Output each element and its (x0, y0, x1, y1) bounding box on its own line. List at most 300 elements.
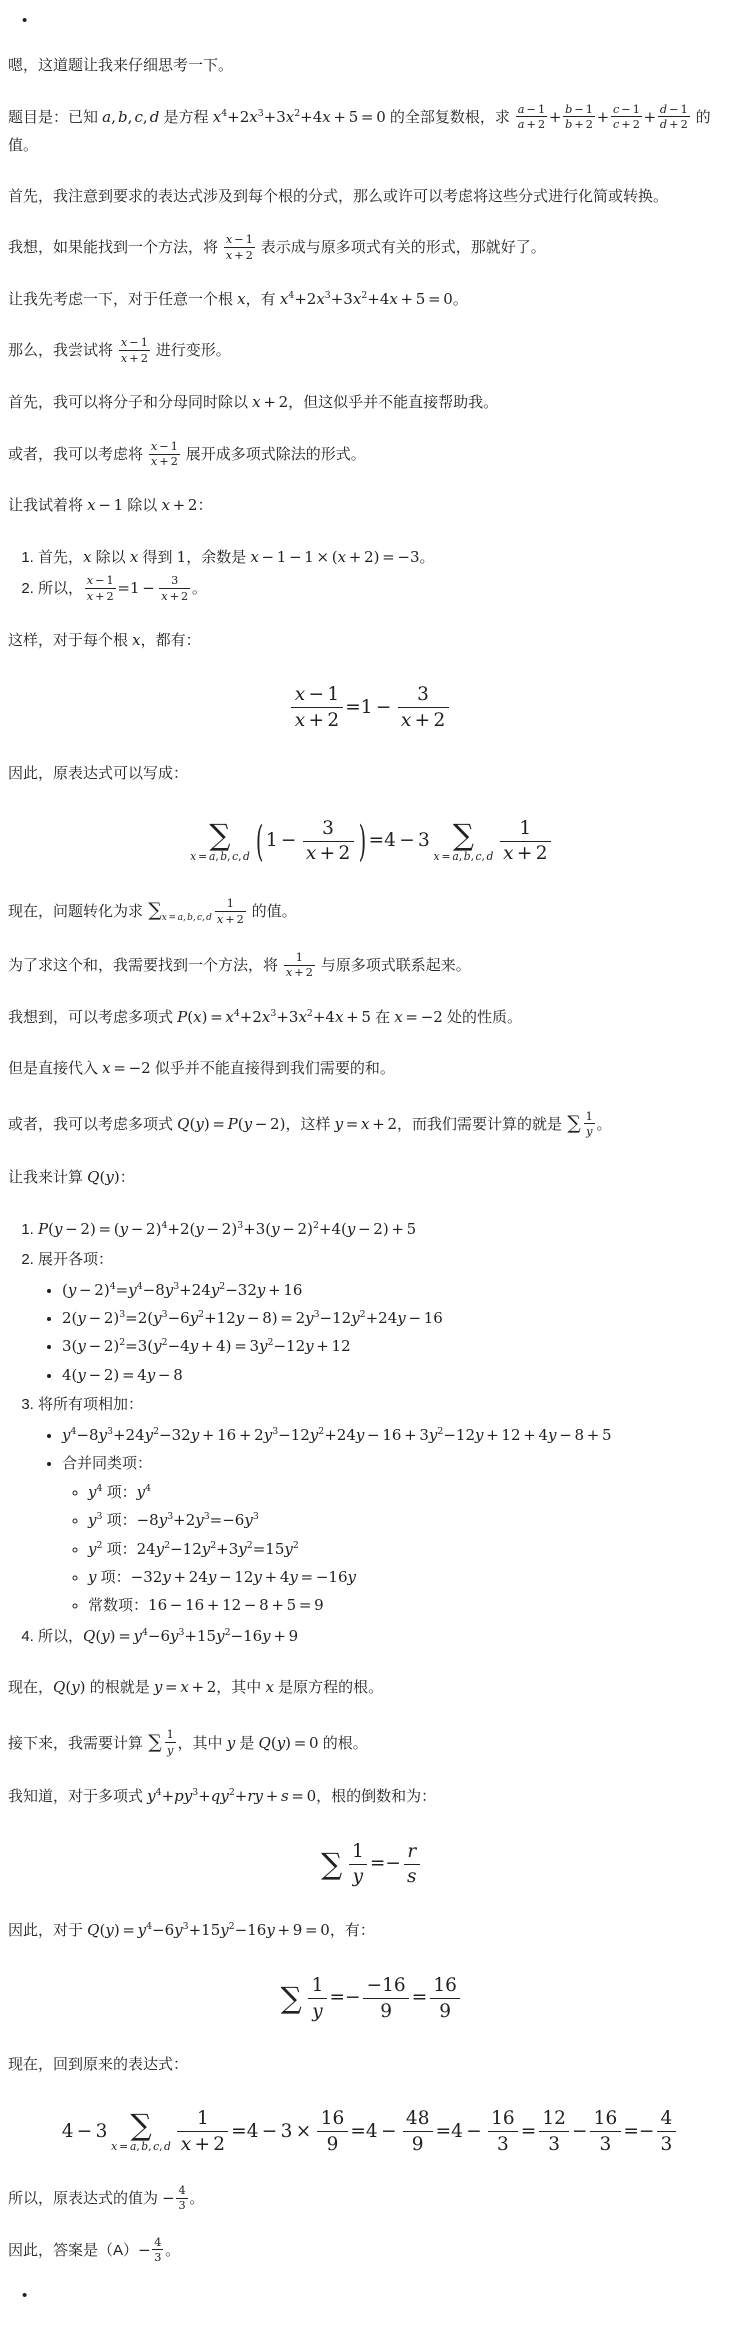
math-expression (250, 548, 419, 566)
math-run: 4 (233, 1007, 240, 1019)
math-expression (147, 897, 247, 926)
text-run: 或者，我可以考虑多项式 (8, 1115, 178, 1133)
text-run: ： (197, 497, 213, 515)
text-run: 接下来，我需要计算 (8, 1734, 148, 1752)
text-run: 。 (165, 2241, 181, 2259)
math-run: + (548, 107, 562, 126)
superscript (253, 1511, 259, 1522)
text-run: 是原方程的根。 (273, 1679, 384, 1697)
fraction (430, 1974, 460, 2023)
list-item (62, 1422, 732, 1449)
math-run: 3 (167, 1511, 174, 1523)
math-run: (y − 2) (62, 1280, 110, 1299)
math-expression (147, 439, 181, 468)
math-run: x + 2 (503, 843, 548, 865)
text-run: 首先，我注意到要求的表达式涉及到每个根的分式，那么或许可以考虑将这些分式进行化简或转换。 (8, 187, 669, 205)
math-run: 12 (542, 2108, 566, 2130)
math-expression (394, 1008, 443, 1026)
math-run: Q(y) = 0 (258, 1733, 319, 1752)
math-run: x (212, 107, 222, 126)
math-run: x + 2 (86, 589, 114, 603)
math-run: P(x) = x (177, 1007, 234, 1026)
math-run: 16 (320, 2108, 345, 2130)
math-expression (88, 1540, 102, 1558)
math-run: 4 (145, 1483, 151, 1495)
text-run: ，这样 (285, 1115, 335, 1133)
math-run: x (129, 547, 139, 566)
math-run: 3 (237, 1219, 244, 1231)
math-run: = (520, 2120, 537, 2142)
math-run: 3 (322, 817, 334, 839)
math-run: x = a, b, c, d (190, 849, 250, 863)
text-run: 所以， (38, 1627, 84, 1645)
fraction (363, 1974, 409, 2023)
text-run: 这样，对于每个根 (8, 631, 133, 649)
math-expression (177, 1115, 285, 1133)
fraction (349, 1840, 367, 1889)
text-run: 我想到，可以考虑多项式 (8, 1008, 178, 1026)
fraction (539, 2107, 569, 2156)
math-run: =4 − (350, 2120, 397, 2142)
math-run: −12y (170, 1539, 211, 1558)
paragraph (8, 440, 732, 470)
math-run: 3 (257, 107, 264, 119)
math-expression (137, 1540, 299, 1558)
math-run: 2 (267, 1337, 274, 1349)
math-run: 24y (136, 1539, 165, 1558)
math-run: y (312, 2000, 323, 2022)
bullet-list (38, 1422, 732, 1620)
math-run: 1 (352, 1840, 364, 1862)
math-run: 3 (203, 1511, 210, 1523)
math-run: =− (329, 1987, 361, 2009)
text-run: 展开各项： (38, 1251, 114, 1269)
math-run: =y (115, 1280, 137, 1299)
math-expression (148, 1596, 324, 1614)
math-run: +15y (184, 1626, 225, 1645)
math-run: +24y (179, 1280, 220, 1299)
math-expression (137, 1511, 259, 1529)
math-run: +4x + 5 (312, 1007, 371, 1026)
big-paren: ) (358, 816, 367, 866)
math-expression (289, 684, 452, 732)
math-run: 2 (198, 1309, 205, 1321)
text-run: ，有： (329, 1922, 375, 1940)
math-run: x + 2 (305, 843, 351, 865)
math-run: −12y (319, 1309, 360, 1328)
math-expression (61, 2108, 679, 2155)
math-run: x − 1 (294, 684, 340, 706)
text-run: 嗯，这道题让我来仔细思考一下。 (8, 57, 234, 74)
list-item (38, 1215, 732, 1245)
paragraph (8, 491, 732, 521)
math-run: d − 1 (659, 102, 688, 116)
math-run: +py (161, 1787, 193, 1806)
math-expression (102, 108, 159, 126)
math-run: x = a, b, c, d (433, 849, 494, 863)
math-run: 2 (153, 1425, 160, 1437)
math-run: − (572, 2120, 588, 2142)
math-run: y (352, 1866, 364, 1888)
math-run: 2 (361, 289, 368, 301)
math-run: 3 (182, 1921, 189, 1933)
math-expression (83, 1627, 298, 1645)
math-run: s (407, 1866, 417, 1888)
list-item (62, 1277, 732, 1304)
paragraph (8, 2184, 732, 2214)
text-run: 展开成多项式除法的形式。 (181, 445, 366, 463)
text-run: 项： (96, 1568, 131, 1586)
math-run: 4 (660, 2108, 673, 2130)
paragraph (8, 1673, 732, 1703)
list-item (88, 1479, 732, 1506)
math-run: +3x (276, 1007, 307, 1026)
math-run: P(y − 2) = (y − 2) (38, 1219, 162, 1238)
math-run: a, b, c, d (102, 107, 160, 126)
paragraph (8, 233, 732, 263)
math-run: −32y + 16 + 2y (159, 1425, 273, 1444)
math-expression (186, 816, 553, 866)
display-equation (8, 683, 732, 732)
math-run: 2 (246, 1539, 253, 1551)
math-run: 3 (161, 1309, 168, 1321)
math-expression (177, 1008, 371, 1026)
math-run: 1 − (265, 830, 297, 852)
math-run: =1 − (345, 696, 392, 718)
math-expression (237, 290, 245, 308)
math-run: +3x (330, 289, 362, 308)
math-expression (227, 1734, 235, 1752)
paragraph (8, 1916, 732, 1946)
math-run: +4x + 5 = 0 (300, 107, 386, 126)
math-run: x + 2 (161, 589, 189, 603)
math-run: =− (623, 2120, 655, 2142)
math-run: 2 (359, 1309, 366, 1321)
math-run: x (237, 289, 246, 308)
ordered-list (8, 543, 732, 604)
math-expression (62, 1281, 302, 1299)
math-run: 1 (585, 1109, 593, 1123)
math-run: −8y (142, 1280, 174, 1299)
display-equation (8, 1840, 732, 1889)
math-run: a − 1 (517, 102, 546, 116)
list-item (38, 1391, 732, 1620)
math-run: + (596, 107, 610, 126)
math-run: 3 (417, 684, 429, 706)
math-run: +ry + s = 0 (234, 1787, 317, 1806)
math-run: c − 1 (612, 102, 640, 116)
fraction (284, 951, 315, 980)
math-run: =−6y (209, 1511, 253, 1530)
list-item (38, 1246, 732, 1389)
math-expression (162, 2183, 189, 2213)
math-expression (87, 1168, 120, 1186)
list-item (88, 1507, 732, 1534)
math-expression (259, 1734, 319, 1752)
math-run: −4y + 4) = 3y (167, 1337, 268, 1356)
list-item (62, 1305, 732, 1332)
math-expression (53, 1678, 86, 1696)
math-run: 2 (161, 1337, 168, 1349)
math-run: +24y − 16 (365, 1309, 443, 1328)
fraction (152, 2236, 163, 2265)
math-run: 4 (154, 2235, 162, 2249)
bullet-list (62, 1479, 732, 1619)
paragraph (8, 285, 732, 315)
fraction (657, 2107, 675, 2156)
text-run: 除以 (91, 548, 130, 566)
math-run: 2 (119, 1337, 126, 1349)
math-run: 4 (155, 1787, 162, 1799)
math-run: 2 (228, 1787, 235, 1799)
math-run: −6y (167, 1309, 199, 1328)
fraction (308, 1974, 326, 2023)
math-run: 9 (439, 2000, 452, 2022)
text-run: 让我来计算 (8, 1169, 88, 1187)
text-run: 为了求这个和，我需要找到一个方法，将 (8, 957, 283, 975)
paragraph (8, 1163, 732, 1193)
text-run: 。 (189, 2190, 205, 2208)
math-run: 1 (311, 1974, 324, 1996)
math-run: 3 (107, 1425, 113, 1437)
math-run: x + 2 (161, 496, 198, 515)
paragraph (8, 336, 732, 366)
math-run: +2x (294, 289, 325, 308)
math-run: −16 (366, 1974, 406, 1996)
math-expression (147, 1787, 316, 1805)
paragraph (8, 1003, 732, 1033)
math-run: 3 (178, 2199, 186, 2213)
fraction (165, 1728, 176, 1757)
math-run: 4 (136, 1280, 143, 1292)
math-run: x − 1 (225, 233, 253, 247)
text-run: ，有 (245, 290, 280, 308)
math-run: 4 (221, 107, 228, 119)
text-run: 我知道，对于多项式 (8, 1788, 148, 1806)
fraction (177, 2107, 228, 2156)
display-equation (8, 1974, 732, 2023)
math-run: +3(y − 2) (243, 1219, 313, 1238)
text-run: 将所有项相加： (38, 1396, 144, 1413)
math-run: 4(y − 2) = 4y − 8 (62, 1365, 183, 1384)
math-run: x + 2 (252, 393, 289, 412)
math-run: 2 (96, 1539, 103, 1551)
fraction (398, 683, 449, 732)
text-run: 的值。 (247, 903, 297, 921)
math-run: y (147, 1787, 156, 1806)
math-run: x (279, 289, 289, 308)
summation-icon: ∑ x = a, b, c, d (190, 817, 250, 863)
list-item (38, 543, 732, 573)
math-run: y = x + 2 (153, 1678, 217, 1697)
text-run: 让我先考虑一下，对于任意一个根 (8, 290, 238, 308)
math-run: 4 (146, 1921, 153, 1933)
text-run: 合并同类项： (62, 1454, 153, 1472)
math-run: 3 (192, 1787, 199, 1799)
list-item (62, 1450, 732, 1620)
math-run: x + 2 (225, 248, 253, 262)
math-run: 3 (154, 2250, 162, 2264)
math-run: y (167, 1743, 174, 1757)
math-run: +24y (112, 1425, 154, 1444)
math-run: 4 (178, 2183, 186, 2197)
math-run: 2 (224, 1626, 231, 1638)
fraction (317, 2107, 347, 2156)
math-run: x = −2 (102, 1059, 151, 1078)
math-run: −16y + 9 = 0 (234, 1921, 330, 1940)
math-expression (132, 631, 140, 649)
text-run: 因此，对于 (8, 1922, 88, 1940)
math-run: 3 (270, 1007, 277, 1019)
math-run: =1 − (117, 579, 155, 598)
text-run: 似乎并不能直接得到我们需要的和。 (150, 1060, 395, 1078)
math-run: 16 − 16 + 12 − 8 + 5 = 9 (148, 1596, 324, 1615)
text-run: ： (119, 1169, 135, 1187)
math-run: y (586, 1124, 593, 1138)
fraction (404, 1840, 420, 1889)
math-run: 1 (226, 897, 234, 911)
fraction (658, 103, 690, 132)
math-run: 3 (171, 574, 179, 588)
math-run: −6y (152, 1921, 183, 1940)
math-run: −12y (278, 1425, 319, 1444)
paragraph (8, 2051, 732, 2080)
math-run: x − 1 (150, 439, 178, 453)
list-item (88, 1592, 732, 1619)
math-run: 1 (166, 1728, 174, 1742)
math-expression (177, 548, 187, 566)
math-expression (277, 1974, 463, 2022)
math-run: 3 (660, 2133, 673, 2155)
math-run: 2 (312, 1219, 319, 1231)
math-run: +12y − 8) = 2y (204, 1309, 314, 1328)
text-run: 处的性质。 (442, 1008, 522, 1026)
math-run: a + 2 (517, 117, 546, 131)
math-expression (161, 496, 197, 514)
math-run: 9 (411, 2133, 424, 2155)
math-expression (213, 108, 386, 126)
paragraph (8, 893, 732, 929)
text-run: 让我试着将 (8, 497, 88, 515)
math-run: x + 2 (400, 710, 446, 732)
math-run: 4 (96, 1483, 103, 1495)
fraction (403, 2107, 433, 2156)
paragraph (8, 388, 732, 418)
math-run: −16y + 9 (230, 1626, 299, 1645)
math-expression (88, 1483, 102, 1501)
math-expression (62, 1337, 351, 1355)
math-run: −6y (147, 1626, 179, 1645)
bullet-marker: • (22, 2287, 28, 2305)
math-run: 3 (119, 1309, 126, 1321)
math-run: x + 2 (294, 710, 340, 732)
math-run: 9 (380, 2000, 392, 2022)
math-run: y (62, 1425, 71, 1444)
math-run: x + 2 (285, 966, 313, 980)
text-run: 的根就是 (85, 1679, 154, 1697)
paragraph (8, 1106, 732, 1142)
text-run: ，都有： (140, 631, 201, 649)
math-run: x − 1 (87, 496, 124, 515)
math-run: +15y (188, 1921, 229, 1940)
superscript (145, 1483, 151, 1494)
fraction (584, 1110, 595, 1139)
ordered-list (8, 1215, 732, 1651)
math-run: y (88, 1539, 97, 1558)
math-expression (137, 1483, 151, 1501)
math-run: −8y (76, 1425, 108, 1444)
math-expression (87, 1921, 330, 1939)
superscript (293, 1540, 299, 1551)
math-run: x (132, 630, 141, 649)
text-run: 现在，问题转化为求 (8, 903, 148, 921)
text-run: 项： (102, 1512, 137, 1530)
math-run: + (643, 107, 657, 126)
math-run: 1 (295, 951, 303, 964)
math-run: =4 − (435, 2120, 482, 2142)
math-run: 3 (178, 1626, 185, 1638)
math-run: 3 (497, 2133, 509, 2155)
text-run: 题目是：已知 (8, 108, 103, 126)
math-run: 16 (593, 2108, 618, 2130)
math-run: x − 1 (120, 336, 148, 350)
math-run: 2 (292, 1539, 299, 1551)
text-run: ，而我们需要计算的就是 (397, 1115, 567, 1133)
paragraph (8, 52, 732, 81)
math-run: y (226, 1733, 236, 1752)
math-expression (62, 1426, 612, 1444)
text-run: ，余数是 (186, 548, 251, 566)
math-run: =3(y (125, 1337, 162, 1356)
fraction (500, 817, 551, 866)
text-run: 表示成与原多项式有关的形式，那就好了。 (256, 239, 546, 257)
text-run: ，其中 (177, 1734, 227, 1752)
summation-icon: ∑ (321, 1846, 343, 1881)
math-run: 3(y − 2) (62, 1337, 120, 1356)
fraction (563, 103, 595, 132)
math-run: +2(y − 2) (167, 1219, 238, 1238)
math-run: +4x + 5 = 0 (367, 289, 453, 308)
math-run: 9 (326, 2133, 339, 2155)
fraction (291, 683, 342, 732)
text-run: 。 (419, 548, 435, 566)
math-run: 1 (519, 817, 532, 839)
list-item (62, 1333, 732, 1360)
fraction (215, 897, 246, 926)
fraction (85, 574, 116, 603)
math-run: 3 (324, 289, 331, 301)
text-run: 的全部复数根，求 (385, 108, 515, 126)
paragraph (8, 2236, 732, 2266)
math-run: x + 2 (120, 351, 148, 365)
math-run: 2 (228, 1921, 235, 1933)
math-run: +3x (263, 107, 295, 126)
math-run: −12y + 12 (273, 1337, 351, 1356)
math-expression (566, 1109, 596, 1138)
math-run: =4 − 3 × (231, 2120, 312, 2142)
paragraph (8, 1054, 732, 1084)
math-expression (317, 1840, 422, 1888)
paragraph (8, 183, 732, 212)
paragraph (8, 626, 732, 656)
math-run: Q(y) (87, 1168, 120, 1187)
math-run: d + 2 (659, 117, 688, 131)
math-run: − (162, 2189, 175, 2208)
math-run: +qy (198, 1787, 229, 1806)
paragraph (8, 103, 732, 161)
math-expression (265, 1678, 273, 1696)
fraction (224, 233, 255, 262)
